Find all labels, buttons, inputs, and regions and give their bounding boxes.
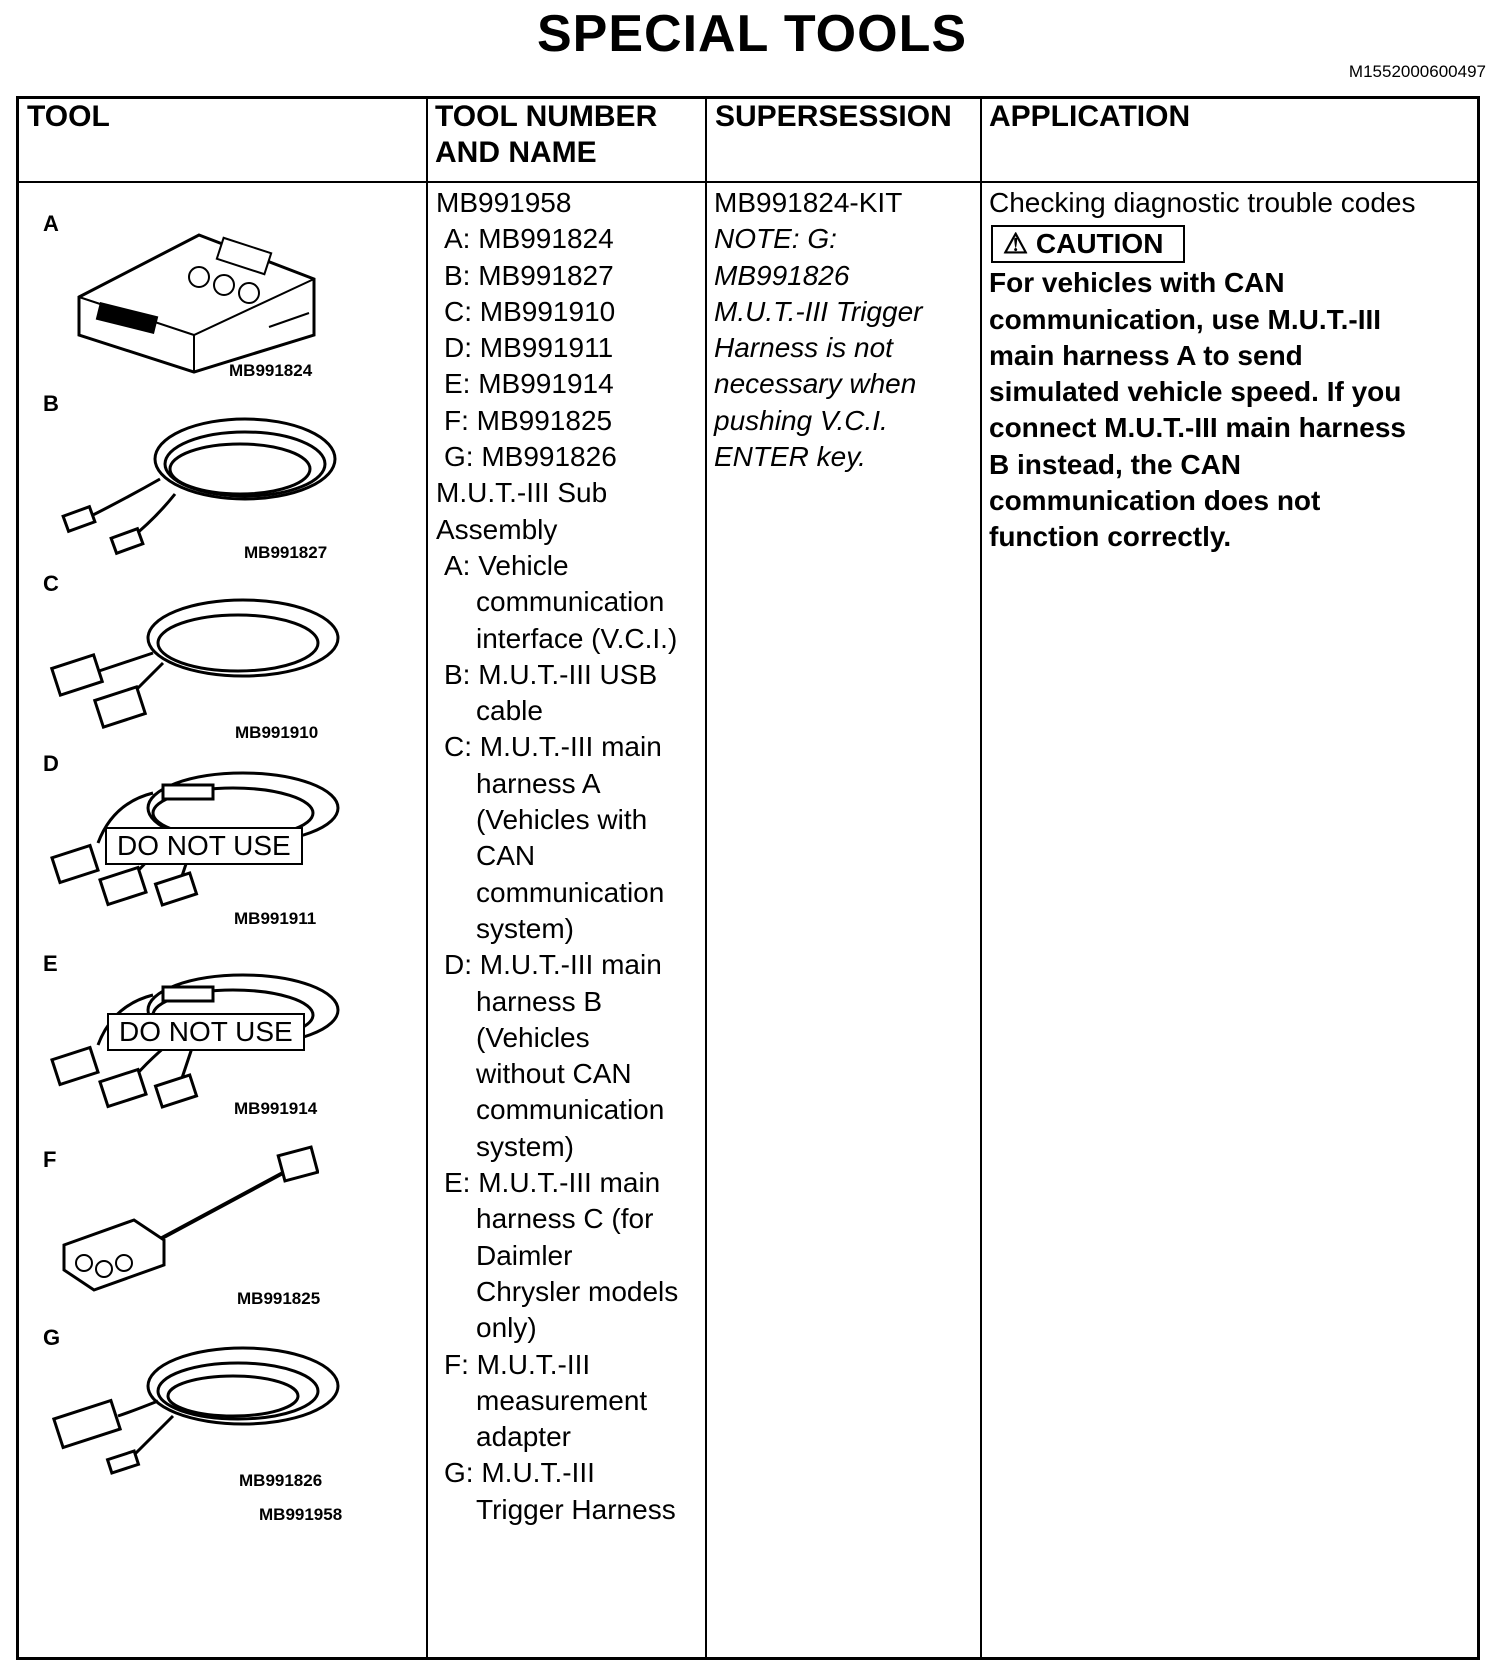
caution-line: main harness A to send [989, 339, 1303, 371]
tool-number-cell [436, 185, 711, 1528]
tool-number-line: interface (V.C.I.) [476, 622, 678, 654]
tool-number-line: only) [476, 1312, 537, 1344]
header-supersession: SUPERSESSION [715, 100, 952, 133]
header-tool-number-line: AND NAME [435, 136, 597, 169]
special-tools-table [16, 96, 1480, 1660]
tool-part-label: MB991911 [234, 909, 317, 928]
tool-number-line: harness B [476, 985, 603, 1017]
application-intro: Checking diagnostic trouble codes [989, 187, 1416, 218]
tool-number-line: communication [476, 1094, 665, 1126]
tool-number-line: E: MB991914 [444, 368, 614, 400]
tool-number-line: Daimler [476, 1239, 573, 1271]
tool-number-line: M.U.T.-III Sub [436, 477, 608, 509]
tool-part-label: MB991914 [234, 1099, 318, 1118]
supersession-line: MB991826 [714, 259, 850, 291]
caution-line: communication, use M.U.T.-III [989, 303, 1382, 335]
tool-number-line: C: M.U.T.-III main [444, 731, 662, 763]
tool-letter: B [43, 391, 59, 416]
caution-line: connect M.U.T.-III main harness [989, 412, 1406, 444]
warning-triangle-icon: ⚠ [1003, 228, 1029, 260]
caution-line: For vehicles with CAN [989, 267, 1285, 299]
header-divider [19, 181, 1477, 183]
usb-cable-icon [45, 399, 345, 559]
supersession-line: ENTER key. [714, 441, 866, 473]
tool-number-line: measurement [476, 1384, 648, 1416]
measurement-adapter-icon [59, 1145, 319, 1295]
do-not-use-label: DO NOT USE [105, 827, 303, 865]
tool-number-line: (Vehicles with [476, 804, 648, 836]
supersession-line: necessary when [714, 368, 917, 400]
page-title: SPECIAL TOOLS [536, 5, 968, 63]
supersession-line: NOTE: G: [714, 223, 837, 255]
tool-number-line: MB991958 [436, 187, 572, 218]
tool-number-line: Chrysler models [476, 1275, 679, 1307]
tool-number-line: A: MB991824 [444, 223, 614, 255]
tool-letter: D [43, 751, 59, 776]
caution-line: simulated vehicle speed. If you [989, 376, 1402, 408]
caution-line: B instead, the CAN [989, 448, 1242, 480]
tool-part-label: MB991827 [244, 543, 328, 562]
caution-text [989, 265, 1479, 555]
header-tool-number-line: TOOL NUMBER [435, 100, 658, 133]
supersession-line: M.U.T.-III Trigger [714, 295, 923, 327]
tool-part-label: MB991826 [239, 1471, 323, 1490]
tool-number-line: E: M.U.T.-III main [444, 1167, 661, 1199]
supersession-cell [714, 185, 984, 475]
document-id: M1552000600497 [1348, 62, 1486, 81]
supersession-line: pushing V.C.I. [714, 404, 888, 436]
tool-number-line: A: Vehicle [444, 549, 569, 581]
header-tool-number [435, 99, 657, 171]
tool-number-line: F: M.U.T.-III [444, 1348, 591, 1380]
do-not-use-label: DO NOT USE [107, 1013, 305, 1051]
tool-number-line: adapter [476, 1421, 571, 1453]
tool-letter: G [43, 1325, 61, 1350]
tool-number-line: without CAN [476, 1058, 632, 1090]
column-divider [426, 99, 428, 1657]
tool-number-line: Trigger Harness [476, 1493, 676, 1525]
caution-line: communication does not [989, 485, 1321, 517]
supersession-line: Harness is not [714, 332, 893, 364]
tool-number-line: (Vehicles [476, 1021, 590, 1053]
supersession-line: MB991824-KIT [714, 187, 903, 218]
tool-number-line: G: MB991826 [444, 441, 617, 473]
tool-number-line: B: MB991827 [444, 259, 614, 291]
caution-label: CAUTION [1035, 228, 1164, 260]
tool-part-label: MB991825 [237, 1289, 321, 1308]
caution-line: function correctly. [989, 521, 1232, 553]
tool-number-line: C: MB991910 [444, 295, 616, 327]
trigger-harness-icon [43, 1331, 343, 1481]
header-tool: TOOL [27, 100, 110, 133]
tool-number-line: F: MB991825 [444, 404, 613, 436]
application-cell [989, 185, 1479, 556]
tool-number-line: D: MB991911 [444, 332, 614, 364]
tool-number-line: CAN [476, 840, 536, 872]
tool-letter: F [43, 1147, 57, 1172]
caution-box [991, 225, 1185, 263]
tool-part-label: MB991910 [235, 723, 319, 742]
tool-number-line: B: M.U.T.-III USB [444, 658, 658, 690]
main-harness-a-icon [43, 583, 343, 733]
tool-letter: C [43, 571, 59, 596]
tool-letter: A [43, 211, 59, 236]
tool-number-line: Assembly [436, 513, 558, 545]
tool-number-line: cable [476, 695, 543, 727]
tool-number-line: communication [476, 876, 665, 908]
tool-number-line: G: M.U.T.-III [444, 1457, 595, 1489]
tool-part-label: MB991824 [229, 361, 313, 380]
kit-part-label: MB991958 [259, 1505, 343, 1524]
tool-number-line: communication [476, 586, 665, 618]
tool-number-line: system) [476, 1130, 574, 1162]
tool-number-line: harness A [476, 767, 601, 799]
tool-number-line: harness C (for [476, 1203, 654, 1235]
header-application: APPLICATION [989, 100, 1191, 133]
tool-letter: E [43, 951, 58, 976]
tool-number-line: system) [476, 912, 574, 944]
tool-number-line: D: M.U.T.-III main [444, 949, 662, 981]
vci-device-icon [69, 217, 329, 377]
